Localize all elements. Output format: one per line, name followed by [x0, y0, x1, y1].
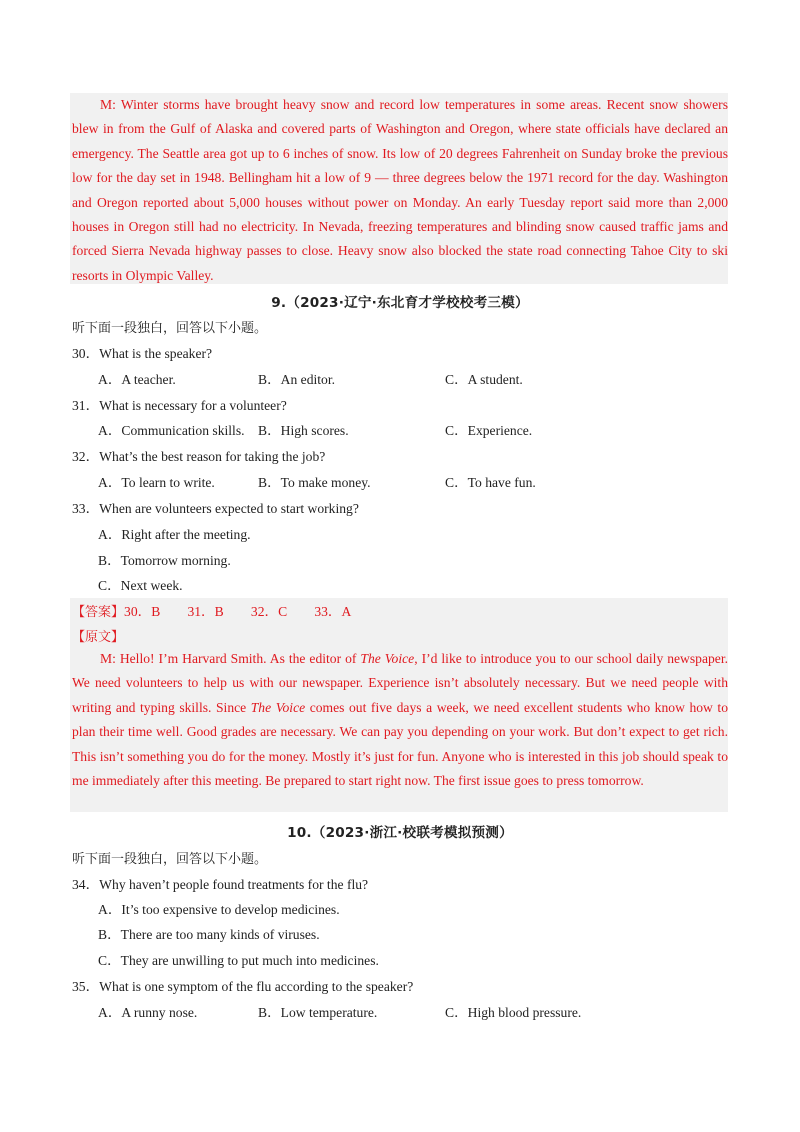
- newspaper-title-2: The Voice: [250, 699, 306, 715]
- q32-option-c: C．To have fun.: [445, 475, 536, 490]
- transcript-passage-9: [72, 647, 728, 793]
- transcript-passage-1: M: Winter storms have brought heavy snow and record low temperatures in some areas. Recent snow showers blew in from the Gulf of Alaska and covered parts of Washington and Oregon, where state officials have declared an emergency. The Seattle area got up to 6 inches of snow. Its low of 20 degrees Fahrenheit on Sunday broke the previous low for the day set in 1948. Bellingham hit a low of 9 — three degrees below the 1971 record for the day. Washington and Oregon reported about 5,000 houses without power on Monday. An early Tuesday report said more than 2,000 houses in Oregon still had no electricity. In Nevada, freezing temperatures and blinding snow caused traffic jams and forced Sierra Nevada highway passes to close. Heavy snow also blocked the state road connecting Tahoe City to ski resorts in Olympic Valley.: [72, 97, 728, 283]
- q31-option-b: B．High scores.: [258, 423, 349, 438]
- q33-option-b: B．Tomorrow morning.: [98, 553, 231, 568]
- q34-option-a: A．It’s too expensive to develop medicines.: [98, 902, 340, 917]
- question-34: 34．Why haven’t people found treatments for the flu?: [72, 877, 369, 892]
- q33-option-a: A．Right after the meeting.: [98, 527, 251, 542]
- section-9-heading: 9.（2023·辽宁·东北育才学校校考三模）: [271, 295, 529, 311]
- q35-option-b: B．Low temperature.: [258, 1005, 378, 1020]
- q35-option-a: A．A runny nose.: [98, 1005, 198, 1020]
- q34-option-b: B．There are too many kinds of viruses.: [98, 927, 320, 942]
- question-32: 32．What’s the best reason for taking the job?: [72, 449, 326, 464]
- q30-option-a: A．A teacher.: [98, 372, 176, 387]
- q32-option-a: A．To learn to write.: [98, 475, 215, 490]
- answer-values: 30．B 31．B 32．C 33．A: [124, 604, 352, 619]
- transcript-part-2: , I’d like to introduce you to our school daily newspaper. We need volunteers to help us with our newspaper. Experience isn’t absolutely necessary. But we need people with writing and typing skills. Since: [72, 651, 729, 715]
- answer-line-9: [72, 600, 351, 620]
- section-10-instruction: 听下面一段独白，回答以下小题。: [72, 852, 268, 867]
- q30-option-b: B．An editor.: [258, 372, 336, 387]
- q31-option-c: C．Experience.: [445, 423, 533, 438]
- q33-option-c: C．Next week.: [98, 578, 183, 593]
- q31-option-a: A．Communication skills.: [98, 423, 245, 438]
- section-10-heading: 10.（2023·浙江·校联考模拟预测）: [287, 825, 513, 841]
- question-35: 35．What is one symptom of the flu according to the speaker?: [72, 979, 414, 994]
- q32-option-b: B．To make money.: [258, 475, 371, 490]
- transcript-part-1: M: Hello! I’m Harvard Smith. As the editor of: [100, 651, 361, 666]
- newspaper-title-1: The Voice: [360, 651, 415, 666]
- question-31: 31．What is necessary for a volunteer?: [72, 398, 287, 413]
- question-30: 30．What is the speaker?: [72, 346, 213, 361]
- q30-option-c: C．A student.: [445, 372, 523, 387]
- section-9-instruction: 听下面一段独白，回答以下小题。: [72, 321, 268, 336]
- q34-option-c: C．They are unwilling to put much into medicines.: [98, 953, 379, 968]
- transcript-part-3: comes out five days a week, we need excellent students who know how to plan their time well. Good grades are necessary. We can pay you depending on your work. But don’t expect to get rich. This isn’t something you do for the money. Mostly it’s just for fun. Anyone who is interested in this job should speak to me immediately after this meeting. Be prepared to start right now. The first issue goes to press tomorrow.: [72, 699, 728, 789]
- question-33: 33．When are volunteers expected to start working?: [72, 501, 359, 516]
- q35-option-c: C．High blood pressure.: [445, 1005, 582, 1020]
- original-label: 【原文】: [72, 630, 125, 645]
- answer-label: 【答案】: [72, 605, 125, 620]
